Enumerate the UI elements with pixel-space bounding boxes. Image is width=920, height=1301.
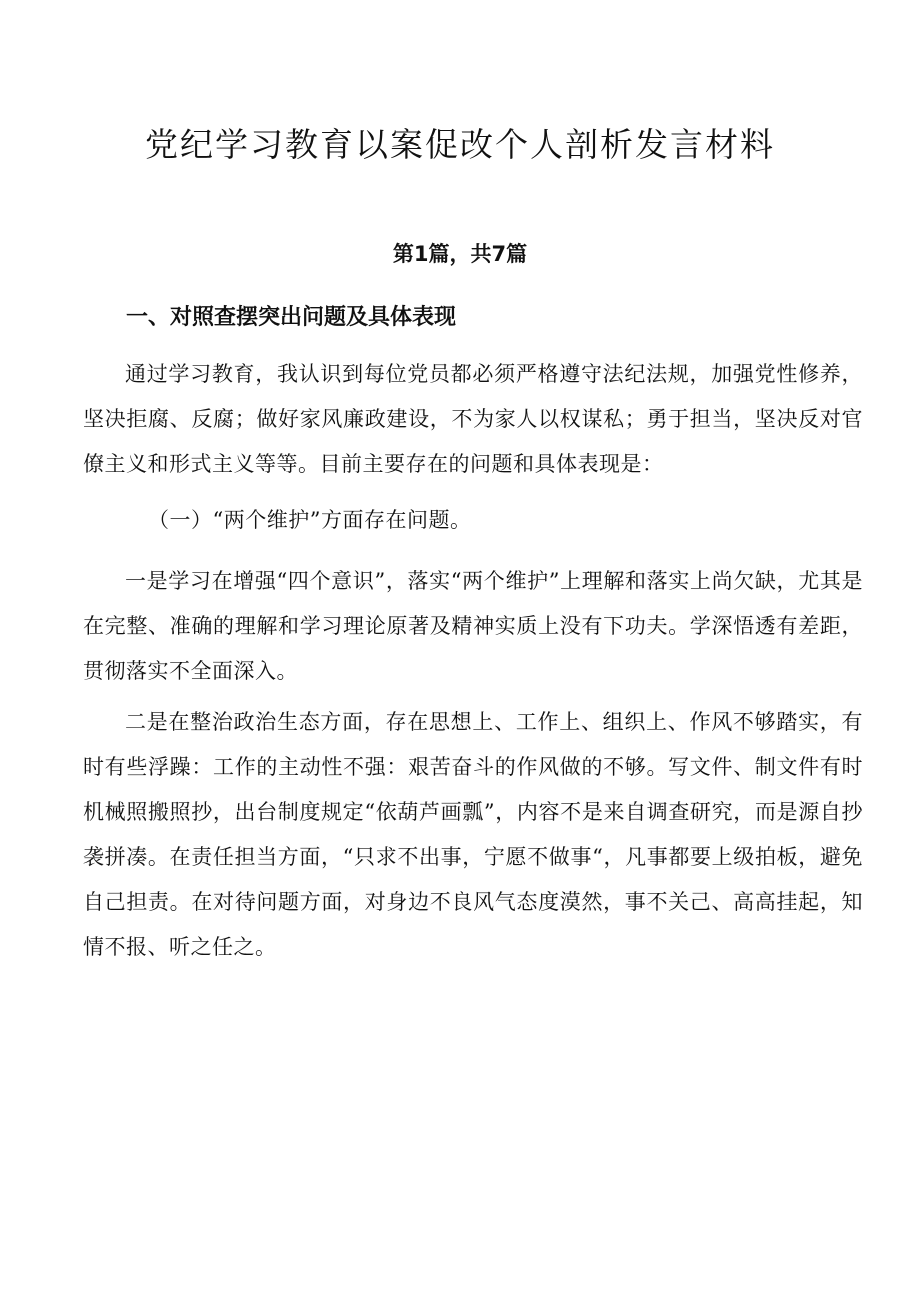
point-one-paragraph: 一是学习在增强“四个意识”，落实“两个维护”上理解和落实上尚欠缺，尤其是在完整、准确的理解和学习理论原著及精神实质上没有下功夫。学深悟透有差距，贯彻落实不全面深入。 <box>83 569 863 683</box>
sub-heading: （一）“两个维护”方面存在问题。 <box>148 508 472 532</box>
section-heading: 一、对照查摆突出问题及具体表现 <box>126 305 457 330</box>
document-title: 党纪学习教育以案促改个人剖析发言材料 <box>145 125 775 164</box>
point-two-paragraph: 二是在整治政治生态方面，存在思想上、工作上、组织上、作风不够踏实，有时有些浮躁：工作的主动性不强：艰苦奋斗的作风做的不够。写文件、制文件有时机械照搬照抄，出台制度规定“依葫芦画瓢”，内容不是来自调查研究，而是源自抄袭拼凑。在责任担当方面，“只求不出事，宁愿不做事“，凡事都要上级拍板，避免自己担责。在对待问题方面，对身边不良风气态度漠然，事不关己、高高挂起，知情不报、听之任之。 <box>83 710 863 959</box>
intro-paragraph: 通过学习教育，我认识到每位党员都必须严格遵守法纪法规，加强党性修养，坚决拒腐、反腐；做好家风廉政建设，不为家人以权谋私；勇于担当，坚决反对官僚主义和形式主义等等。目前主要存在的问题和具体表现是： <box>83 362 863 476</box>
part-label: 第1篇，共7篇 <box>392 242 528 266</box>
